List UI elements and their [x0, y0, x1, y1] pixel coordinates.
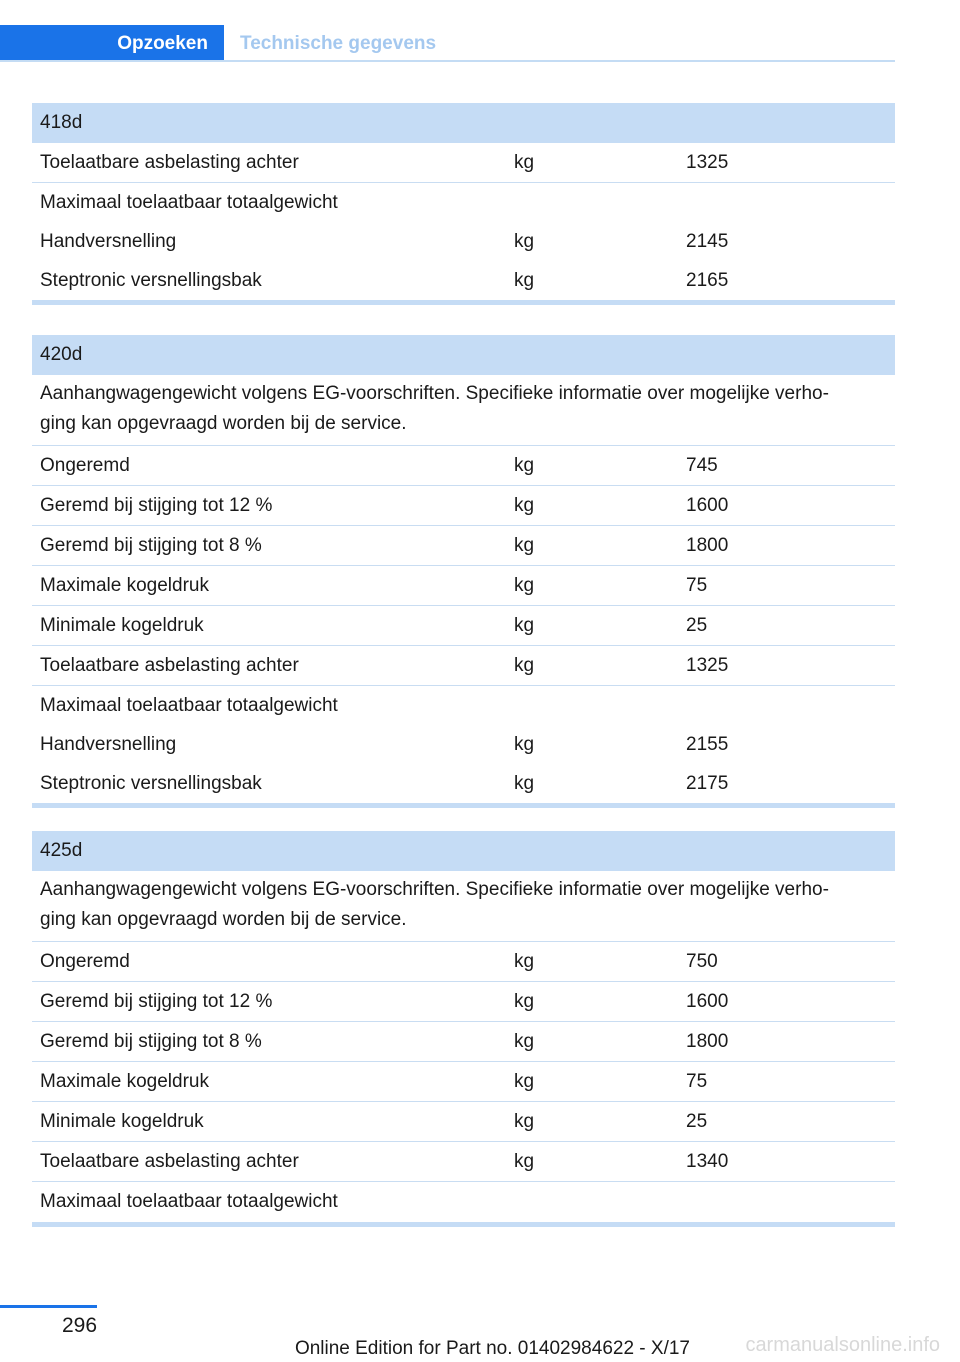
row-unit: kg	[514, 1151, 535, 1172]
table-row	[32, 1102, 895, 1142]
row-unit: kg	[514, 1031, 535, 1052]
table-row	[32, 222, 895, 261]
row-value: 2155	[686, 734, 729, 755]
row-label: Toelaatbare asbelasting achter	[40, 1151, 299, 1172]
row-label: Toelaatbare asbelasting achter	[40, 655, 299, 676]
row-unit: kg	[514, 655, 535, 676]
table-418d	[32, 103, 895, 305]
page-number: 296	[62, 1314, 98, 1337]
table-row	[32, 686, 895, 725]
table-title: 418d	[32, 103, 895, 143]
row-value: 1600	[686, 495, 729, 516]
row-unit: kg	[514, 991, 535, 1012]
row-label: Minimale kogeldruk	[40, 1111, 204, 1132]
row-value: 25	[686, 615, 708, 636]
table-row	[32, 606, 895, 646]
row-label: Ongeremd	[40, 455, 130, 476]
row-label: Handversnelling	[40, 734, 177, 755]
table-row	[32, 183, 895, 222]
table-row	[32, 1022, 895, 1062]
row-label: Geremd bij stijging tot 12 %	[40, 495, 273, 516]
row-value: 1325	[686, 152, 729, 173]
tab-opzoeken[interactable]: Opzoeken	[0, 25, 224, 62]
row-label: Toelaatbare asbelasting achter	[40, 152, 299, 173]
table-end-bar	[32, 803, 895, 808]
table-row	[32, 982, 895, 1022]
row-value: 1800	[686, 1031, 729, 1052]
row-unit: kg	[514, 270, 535, 291]
row-label: Handversnelling	[40, 231, 177, 252]
row-value: 1600	[686, 991, 729, 1012]
table-420d	[32, 335, 895, 808]
row-label: Steptronic versnellingsbak	[40, 773, 262, 794]
row-value: 1325	[686, 655, 729, 676]
header-rule	[0, 60, 895, 62]
row-value: 1340	[686, 1151, 729, 1172]
table-end-bar	[32, 1222, 895, 1227]
row-label: Minimale kogeldruk	[40, 615, 204, 636]
row-unit: kg	[514, 773, 535, 794]
table-row	[32, 1182, 895, 1222]
watermark: carmanualsonline.info	[745, 1334, 940, 1356]
table-row	[32, 446, 895, 486]
note-line: ging kan opgevraagd worden bij de service.	[40, 413, 407, 434]
row-label: Geremd bij stijging tot 8 %	[40, 1031, 262, 1052]
row-label: Ongeremd	[40, 951, 130, 972]
row-unit: kg	[514, 231, 535, 252]
row-value: 75	[686, 1071, 708, 1092]
table-row	[32, 764, 895, 803]
table-row	[32, 526, 895, 566]
row-label: Maximaal toelaatbaar totaalgewicht	[40, 695, 338, 716]
row-unit: kg	[514, 1071, 535, 1092]
row-label: Steptronic versnellingsbak	[40, 270, 262, 291]
row-unit: kg	[514, 535, 535, 556]
table-row	[32, 486, 895, 526]
row-value: 25	[686, 1111, 708, 1132]
row-unit: kg	[514, 1111, 535, 1132]
row-value: 2175	[686, 773, 729, 794]
table-row	[32, 942, 895, 982]
row-label: Geremd bij stijging tot 12 %	[40, 991, 273, 1012]
table-end-bar	[32, 300, 895, 305]
table-row	[32, 1142, 895, 1182]
row-value: 750	[686, 951, 718, 972]
row-value: 2145	[686, 231, 729, 252]
table-note	[32, 375, 895, 446]
row-unit: kg	[514, 455, 535, 476]
row-value: 745	[686, 455, 718, 476]
row-unit: kg	[514, 951, 535, 972]
table-row	[32, 646, 895, 686]
table-425d	[32, 831, 895, 1227]
tab-technische-gegevens[interactable]: Technische gegevens	[240, 33, 437, 54]
row-unit: kg	[514, 152, 535, 173]
row-unit: kg	[514, 615, 535, 636]
row-value: 2165	[686, 270, 729, 291]
row-label: Maximale kogeldruk	[40, 1071, 209, 1092]
note-line: Aanhangwagengewicht volgens EG-voorschriften. Specifieke informatie over mogelijke verho-	[40, 879, 829, 900]
row-value: 1800	[686, 535, 729, 556]
row-label: Maximaal toelaatbaar totaalgewicht	[40, 1191, 338, 1212]
table-note	[32, 871, 895, 942]
row-unit: kg	[514, 495, 535, 516]
edition-text: Online Edition for Part no. 01402984622 - X/17	[294, 1338, 690, 1359]
page-header	[0, 25, 895, 62]
page-number-rule	[0, 1305, 97, 1308]
row-label: Geremd bij stijging tot 8 %	[40, 535, 262, 556]
table-title: 420d	[32, 335, 895, 375]
table-title: 425d	[32, 831, 895, 871]
row-unit: kg	[514, 734, 535, 755]
note-line: ging kan opgevraagd worden bij de service.	[40, 909, 407, 930]
table-row	[32, 1062, 895, 1102]
row-label: Maximale kogeldruk	[40, 575, 209, 596]
table-row	[32, 261, 895, 300]
table-row	[32, 143, 895, 183]
note-line: Aanhangwagengewicht volgens EG-voorschriften. Specifieke informatie over mogelijke verho-	[40, 383, 829, 404]
table-row	[32, 725, 895, 764]
table-row	[32, 566, 895, 606]
row-value: 75	[686, 575, 708, 596]
row-unit: kg	[514, 575, 535, 596]
row-label: Maximaal toelaatbaar totaalgewicht	[40, 192, 338, 213]
